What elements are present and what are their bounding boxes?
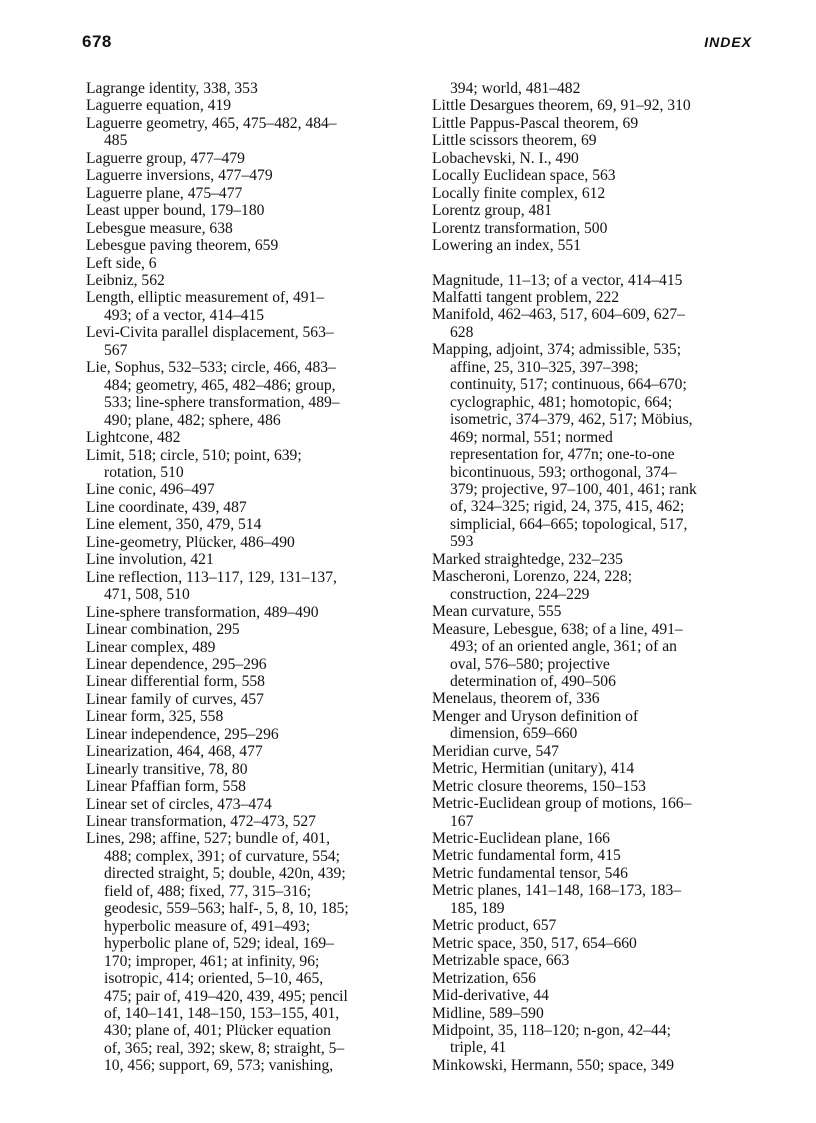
index-entry: Marked straightedge, 232–235 [432,550,623,568]
index-entry-continuation: 379; projective, 97–100, 401, 461; rank [450,480,697,498]
index-entry: Mid-derivative, 44 [432,987,549,1005]
index-entry: Midline, 589–590 [432,1004,544,1022]
index-entry: Magnitude, 11–13; of a vector, 414–415 [432,271,683,289]
index-entry: Metric product, 657 [432,917,557,935]
index-entry: Least upper bound, 179–180 [86,202,265,220]
page-number: 678 [82,32,112,51]
index-entry-continuation: construction, 224–229 [450,585,590,603]
index-entry-continuation: representation for, 477n; one-to-one [450,446,675,464]
index-entry: Linear set of circles, 473–474 [86,795,272,813]
index-entry-continuation: dimension, 659–660 [450,725,578,743]
index-entry-continuation: 471, 508, 510 [104,586,190,604]
index-entry-continuation: of, 324–325; rigid, 24, 375, 415, 462; [450,498,685,516]
index-entry: Linear dependence, 295–296 [86,655,267,673]
index-entry: Metric-Euclidean plane, 166 [432,830,610,848]
index-column-right [432,80,772,1074]
index-entry-continuation: directed straight, 5; double, 420n, 439; [104,865,346,883]
index-entry: Lebesgue measure, 638 [86,219,233,237]
index-entry: Midpoint, 35, 118–120; n-gon, 42–44; [432,1022,671,1040]
index-entry-continuation: field of, 488; fixed, 77, 315–316; [104,882,312,900]
index-entry-continuation: 167 [450,812,474,830]
running-head: INDEX [704,34,752,50]
index-entry: Laguerre geometry, 465, 475–482, 484– [86,114,337,132]
index-entry-continuation: 567 [104,341,128,359]
index-entry: Metrizable space, 663 [432,952,570,970]
index-entry: Metric, Hermitian (unitary), 414 [432,760,635,778]
index-entry: Metric-Euclidean group of motions, 166– [432,795,692,813]
index-entry-continuation: 484; geometry, 465, 482–486; group, [104,376,336,394]
index-entry: Linearly transitive, 78, 80 [86,760,248,778]
index-entry: Line involution, 421 [86,551,214,569]
index-entry: Locally finite complex, 612 [432,184,606,202]
index-entry-continuation: 628 [450,323,474,341]
index-entry: Metric closure theorems, 150–153 [432,777,646,795]
index-entry: Lebesgue paving theorem, 659 [86,237,279,255]
index-entry-continuation: 488; complex, 391; of curvature, 554; [104,847,341,865]
index-entry-continuation: 490; plane, 482; sphere, 486 [104,411,281,429]
index-entry-continuation: affine, 25, 310–325, 397–398; [450,358,639,376]
index-entry-continuation: continuity, 517; continuous, 664–670; [450,376,687,394]
index-entry: Lorentz group, 481 [432,202,552,220]
index-entry: Menelaus, theorem of, 336 [432,690,600,708]
index-entry: Linearization, 464, 468, 477 [86,743,263,761]
index-entry: Line-geometry, Plücker, 486–490 [86,533,295,551]
index-entry-continuation: 185, 189 [450,899,505,917]
index-entry-continuation: 493; of an oriented angle, 361; of an [450,638,677,656]
index-entry: Linear independence, 295–296 [86,725,279,743]
index-entry: Lightcone, 482 [86,429,181,447]
index-entry: Little scissors theorem, 69 [432,132,597,150]
index-entry: Little Pappus-Pascal theorem, 69 [432,114,639,132]
index-entry: Laguerre group, 477–479 [86,149,245,167]
index-entry-continuation: 469; normal, 551; normed [450,428,613,446]
index-entry: Line reflection, 113–117, 129, 131–137, [86,568,337,586]
index-entry-continuation: oval, 576–580; projective [450,655,610,673]
index-entry: Levi-Civita parallel displacement, 563– [86,324,334,342]
index-entry-continuation: rotation, 510 [104,463,184,481]
index-entry-continuation: 493; of a vector, 414–415 [104,306,265,324]
index-entry: Lagrange identity, 338, 353 [86,80,258,97]
index-entry-continuation: isotropic, 414; oriented, 5–10, 465, [104,970,324,988]
index-entry: Line conic, 496–497 [86,481,215,499]
index-entry-continuation: 430; plane of, 401; Plücker equation [104,1022,331,1040]
index-entry-continuation: 475; pair of, 419–420, 439, 495; pencil [104,987,348,1005]
index-entry-continuation: hyperbolic measure of, 491–493; [104,917,311,935]
index-entry: Laguerre plane, 475–477 [86,184,243,202]
index-entry-continuation: of, 140–141, 148–150, 153–155, 401, [104,1005,340,1023]
index-entry: Mascheroni, Lorenzo, 224, 228; [432,568,633,586]
index-entry: Linear transformation, 472–473, 527 [86,813,316,831]
index-entry-continuation: of, 365; real, 392; skew, 8; straight, 5– [104,1039,345,1057]
index-column-left [86,80,426,1075]
index-entry: Laguerre inversions, 477–479 [86,167,273,185]
index-entry-continuation: bicontinuous, 593; orthogonal, 374– [450,463,677,481]
index-entry: Metric fundamental tensor, 546 [432,864,628,882]
index-entry: Locally Euclidean space, 563 [432,167,616,185]
index-entry: Lowering an index, 551 [432,237,581,255]
index-entry: Meridian curve, 547 [432,742,559,760]
index-entry: Left side, 6 [86,254,157,272]
index-entry: Linear form, 325, 558 [86,708,224,726]
index-entry: Little Desargues theorem, 69, 91–92, 310 [432,97,691,115]
index-entry-continuation: 533; line-sphere transformation, 489– [104,394,340,412]
index-entry-continuation: triple, 41 [450,1039,507,1057]
index-entry: Limit, 518; circle, 510; point, 639; [86,446,302,464]
index-entry: Menger and Uryson definition of [432,707,639,725]
index-entry: Manifold, 462–463, 517, 604–609, 627– [432,306,685,324]
index-entry: Metric fundamental form, 415 [432,847,621,865]
index-entry-continuation: 593 [450,533,474,551]
index-entry: Length, elliptic measurement of, 491– [86,289,325,307]
index-entry: Linear Pfaffian form, 558 [86,778,246,796]
index-entry: Metric space, 350, 517, 654–660 [432,934,637,952]
index-entry: Metrization, 656 [432,969,536,987]
index-entry: Leibniz, 562 [86,271,165,289]
index-entry-continuation: 394; world, 481–482 [450,80,581,97]
index-entry: Mean curvature, 555 [432,603,562,621]
index-entry: Malfatti tangent problem, 222 [432,288,620,306]
index-entry: Linear family of curves, 457 [86,690,264,708]
index-entry: Laguerre equation, 419 [86,97,232,115]
index-entry-continuation: geodesic, 559–563; half-, 5, 8, 10, 185; [104,900,349,918]
index-entry: Line-sphere transformation, 489–490 [86,603,319,621]
index-entry: Linear combination, 295 [86,621,240,639]
index-entry-continuation: isometric, 374–379, 462, 517; Möbius, [450,411,693,429]
index-entry: Lorentz transformation, 500 [432,219,608,237]
section-gap [432,255,772,272]
index-entry-continuation: 170; improper, 461; at infinity, 96; [104,952,320,970]
index-entry: Measure, Lebesgue, 638; of a line, 491– [432,620,683,638]
index-entry: Line element, 350, 479, 514 [86,516,262,534]
index-entry: Lobachevski, N. I., 490 [432,149,579,167]
index-entry: Line coordinate, 439, 487 [86,498,247,516]
index-entry-continuation: simplicial, 664–665; topological, 517, [450,515,688,533]
index-entry: Linear complex, 489 [86,638,216,656]
index-entry-continuation: 485 [104,132,128,150]
index-entry: Minkowski, Hermann, 550; space, 349 [432,1056,675,1074]
index-entry-continuation: 10, 456; support, 69, 573; vanishing, [104,1057,334,1075]
index-entry: Lie, Sophus, 532–533; circle, 466, 483– [86,359,336,377]
index-entry-continuation: hyperbolic plane of, 529; ideal, 169– [104,935,334,953]
index-entry: Linear differential form, 558 [86,673,265,691]
index-entry-continuation: determination of, 490–506 [450,672,616,690]
index-entry: Lines, 298; affine, 527; bundle of, 401, [86,830,330,848]
index-entry: Mapping, adjoint, 374; admissible, 535; [432,341,682,359]
index-entry: Metric planes, 141–148, 168–173, 183– [432,882,682,900]
index-entry-continuation: cyclographic, 481; homotopic, 664; [450,393,673,411]
